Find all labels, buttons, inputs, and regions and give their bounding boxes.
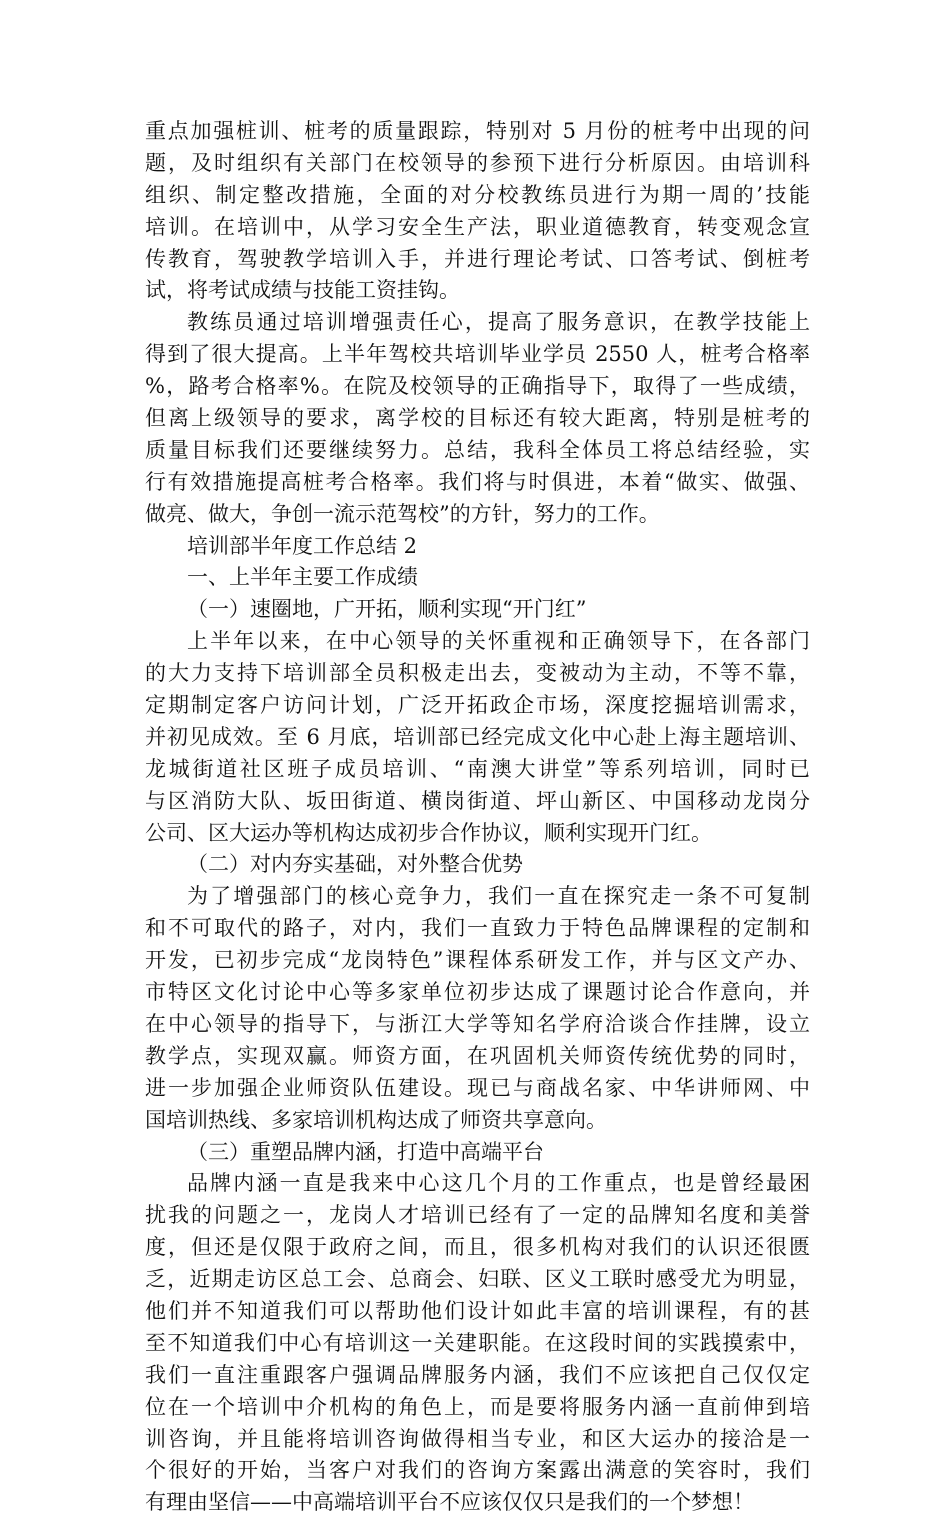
- text-line: 一、上半年主要工作成绩: [187, 565, 418, 590]
- paragraph: [145, 881, 810, 1136]
- document-body: [145, 116, 810, 1519]
- text-line: 市特区文化讨论中心等多家单位初步达成了课题讨论合作意向，并: [145, 980, 810, 1005]
- text-line: 教学点，实现双赢。师资方面，在巩固机关师资传统优势的同时，: [145, 1043, 810, 1068]
- text-line: 并初见成效。至 6 月底，培训部已经完成文化中心赴上海主题培训、: [145, 724, 810, 749]
- text-line: 他们并不知道我们可以帮助他们设计如此丰富的培训课程，有的甚: [145, 1298, 810, 1323]
- text-line: （三）重塑品牌内涵，打造中高端平台: [187, 1139, 544, 1164]
- text-line: 品牌内涵一直是我来中心这几个月的工作重点，也是曾经最困: [187, 1171, 810, 1196]
- text-line: 进一步加强企业师资队伍建设。现已与商战名家、中华讲师网、中: [145, 1075, 810, 1100]
- text-line: 得到了很大提高。上半年驾校共培训毕业学员 2550 人，桩考合格率: [145, 342, 810, 367]
- text-line: 个很好的开始，当客户对我们的咨询方案露出满意的笑容时，我们: [145, 1458, 810, 1483]
- text-line: 为了增强部门的核心竞争力，我们一直在探究走一条不可复制: [187, 884, 810, 909]
- text-line: 有理由坚信——中高端培训平台不应该仅仅只是我们的一个梦想！: [145, 1490, 754, 1515]
- text-line: 至不知道我们中心有培训这一关建职能。在这段时间的实践摸索中，: [145, 1330, 810, 1355]
- text-line: 的大力支持下培训部全员积极走出去，变被动为主动，不等不靠，: [145, 661, 810, 686]
- subsection-heading: [145, 594, 810, 626]
- text-line: 龙城街道社区班子成员培训、“南澳大讲堂”等系列培训，同时已: [145, 756, 810, 781]
- text-line: 国培训热线、多家培训机构达成了师资共享意向。: [145, 1107, 607, 1132]
- text-line: 培训。在培训中，从学习安全生产法，职业道德教育，转变观念宣: [145, 214, 810, 239]
- paragraph: [145, 626, 810, 849]
- text-line: 与区消防大队、坂田街道、横岗街道、坪山新区、中国移动龙岗分: [145, 788, 810, 813]
- text-line: 上半年以来，在中心领导的关怀重视和正确领导下，在各部门: [187, 629, 810, 654]
- text-line: 行有效措施提高桩考合格率。我们将与时俱进，本着“做实、做强、: [145, 469, 810, 494]
- text-line: 教练员通过培训增强责任心，提高了服务意识，在教学技能上: [187, 310, 810, 335]
- text-line: 做亮、做大，争创一流示范驾校”的方针，努力的工作。: [145, 501, 660, 526]
- text-line: （一）速圈地，广开拓，顺利实现“开门红”: [187, 597, 587, 622]
- text-line: 我们一直注重跟客户强调品牌服务内涵，我们不应该把自己仅仅定: [145, 1362, 810, 1387]
- text-line: %，路考合格率%。在院及校领导的正确指导下，取得了一些成绩，: [145, 374, 810, 399]
- text-line: 组织、制定整改措施，全面的对分校教练员进行为期一周的’技能: [145, 182, 810, 207]
- text-line: 度，但还是仅限于政府之间，而且，很多机构对我们的认识还很匮: [145, 1235, 810, 1260]
- text-line: 位在一个培训中介机构的角色上，而是要将服务内涵一直前伸到培: [145, 1394, 810, 1419]
- section-title: [145, 531, 810, 563]
- text-line: 乏，近期走访区总工会、总商会、妇联、区义工联时感受尤为明显，: [145, 1267, 810, 1292]
- text-line: 定期制定客户访问计划，广泛开拓政企市场，深度挖掘培训需求，: [145, 693, 810, 718]
- text-line: 公司、区大运办等机构达成初步合作协议，顺利实现开门红。: [145, 820, 712, 845]
- text-line: 培训部半年度工作总结 2: [187, 533, 418, 558]
- text-line: 但离上级领导的要求，离学校的目标还有较大距离，特别是桩考的: [145, 406, 810, 431]
- section-heading: [145, 562, 810, 594]
- text-line: 题，及时组织有关部门在校领导的参预下进行分析原因。由培训科: [145, 150, 810, 175]
- paragraph: [145, 307, 810, 530]
- text-line: 传教育，驾驶教学培训入手，并进行理论考试、口答考试、倒桩考: [145, 246, 810, 271]
- paragraph: [145, 116, 810, 307]
- text-line: 质量目标我们还要继续努力。总结，我科全体员工将总结经验，实: [145, 437, 810, 462]
- text-line: （二）对内夯实基础，对外整合优势: [187, 852, 523, 877]
- text-line: 在中心领导的指导下，与浙江大学等知名学府洽谈合作挂牌，设立: [145, 1011, 810, 1036]
- text-line: 重点加强桩训、桩考的质量跟踪，特别对 5 月份的桩考中出现的问: [145, 119, 810, 143]
- text-line: 扰我的问题之一，龙岗人才培训已经有了一定的品牌知名度和美誉: [145, 1203, 810, 1228]
- text-line: 训咨询，并且能将培训咨询做得相当专业，和区大运办的接洽是一: [145, 1426, 810, 1451]
- text-line: 试，将考试成绩与技能工资挂钩。: [145, 278, 460, 303]
- subsection-heading: [145, 849, 810, 881]
- text-line: 和不可取代的路子，对内，我们一直致力于特色品牌课程的定制和: [145, 916, 810, 941]
- subsection-heading: [145, 1137, 810, 1169]
- text-line: 开发，已初步完成“龙岗特色”课程体系研发工作，并与区文产办、: [145, 948, 810, 973]
